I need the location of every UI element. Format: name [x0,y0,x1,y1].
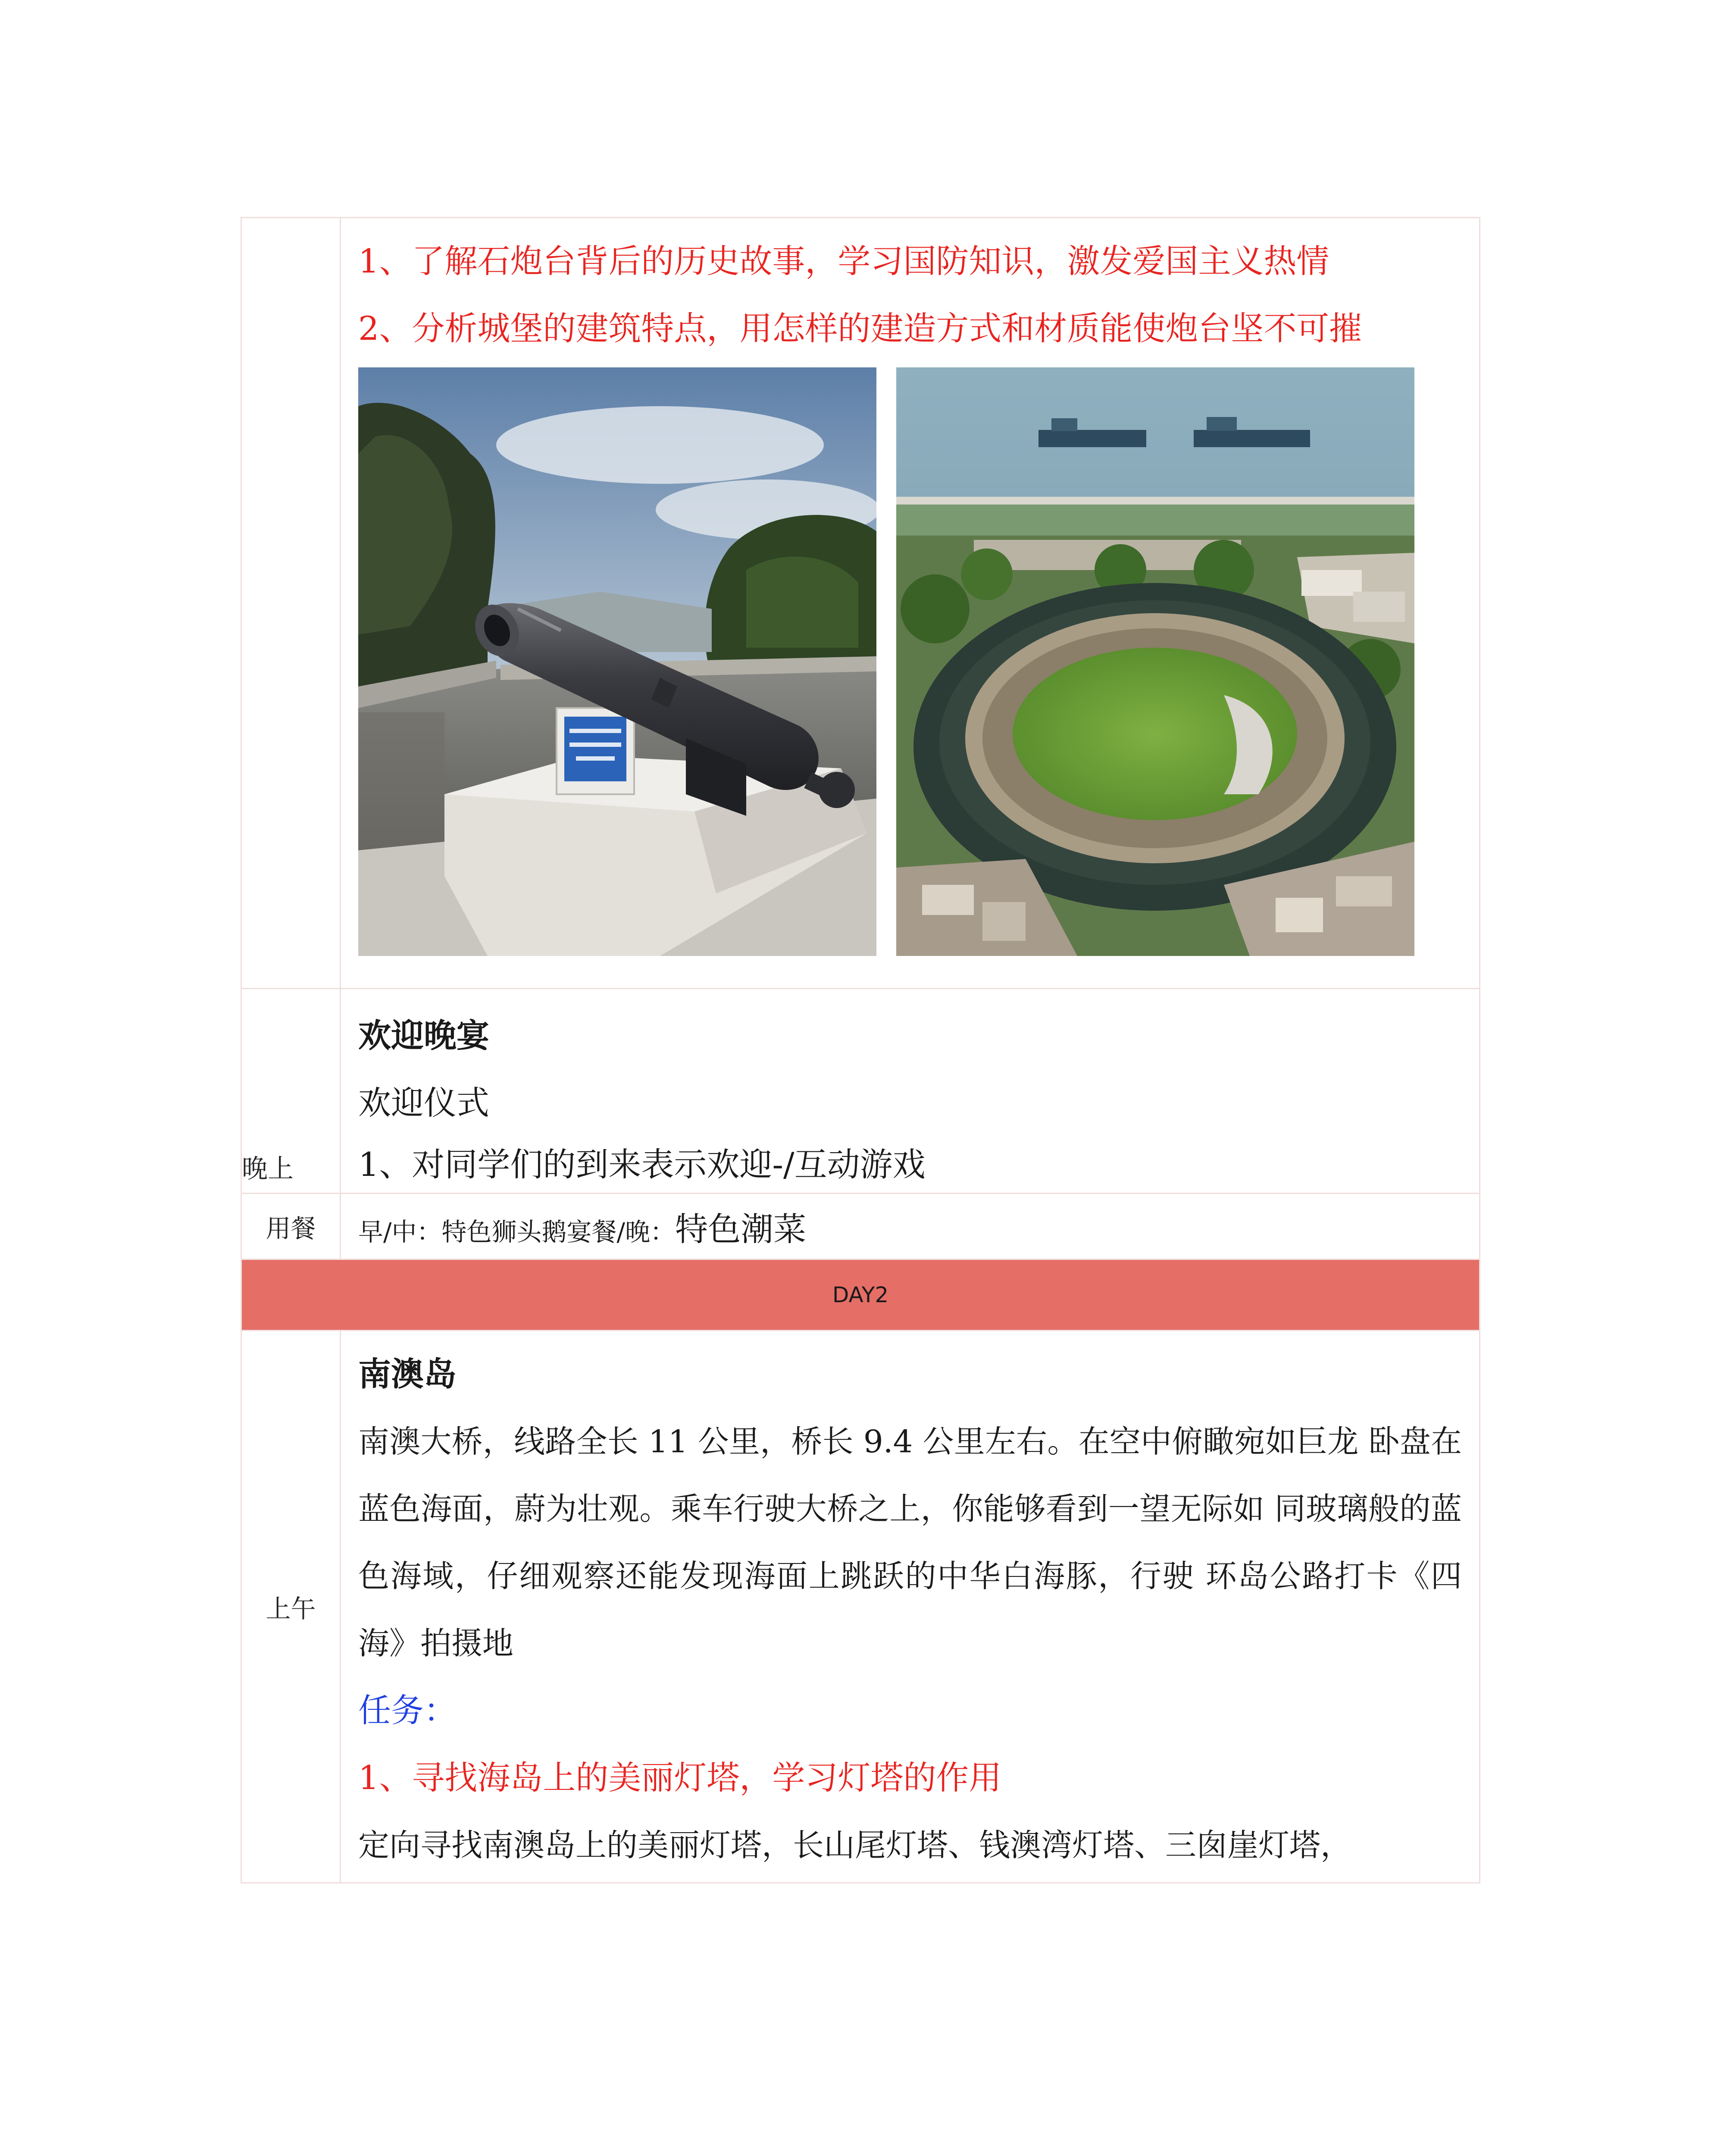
row-label [241,218,341,989]
task-line: 1、了解石炮台背后的历史故事，学习国防知识，激发爱国主义热情 [358,242,1329,280]
task-line: 2、分析城堡的建筑特点，用怎样的建造方式和材质能使炮台坚不可摧 [358,309,1362,348]
meal-row [241,1194,1480,1260]
itinerary-table [241,217,1480,1883]
row-content [341,218,1480,989]
row-label-text: 晚上 [242,1154,294,1184]
description-paragraph: 南澳大桥，线路全长 11 公里，桥长 9.4 公里左右。在空中俯瞰宛如巨龙 卧盘在蓝色海面，蔚为壮观。乘车行驶大桥之上，你能够看到一望无际如 同玻璃般的蓝色海域，仔细观察还能发现海面上跳跃的中华白海豚，行驶 环岛公路打卡《四海》拍摄地 [358,1423,1462,1661]
meal-dinner: 特色潮菜 [675,1210,807,1248]
task-label: 任务： [358,1691,457,1730]
day-banner: DAY2 [241,1260,1480,1331]
row-content [341,989,1480,1194]
row-label [241,989,341,1194]
cannon-photo [358,367,876,956]
row-content [341,1331,1480,1883]
table-row [241,218,1480,989]
text-line: 欢迎仪式 [358,1084,489,1122]
cannon-photo-image [358,367,876,956]
meal-detail: 早/中：特色狮头鹅宴餐/晚： [358,1217,676,1247]
row-label: 上午 [241,1331,341,1883]
day-banner-row [241,1260,1480,1331]
circular-fort-aerial-photo [896,367,1414,956]
row-label: 用餐 [241,1194,341,1260]
table-row [241,1331,1480,1883]
table-row [241,989,1480,1194]
section-title: 欢迎晚宴 [358,1016,489,1055]
text-line: 定向寻找南澳岛上的美丽灯塔，长山尾灯塔、钱澳湾灯塔、三囱崖灯塔， [358,1827,1352,1863]
photo-gallery [358,362,1462,979]
fort-aerial-image [896,367,1414,956]
section-title: 南澳岛 [358,1355,457,1393]
row-content [341,1194,1480,1260]
task-line: 1、寻找海岛上的美丽灯塔，学习灯塔的作用 [358,1758,1002,1797]
text-line: 1、对同学们的到来表示欢迎-/互动游戏 [358,1145,926,1184]
